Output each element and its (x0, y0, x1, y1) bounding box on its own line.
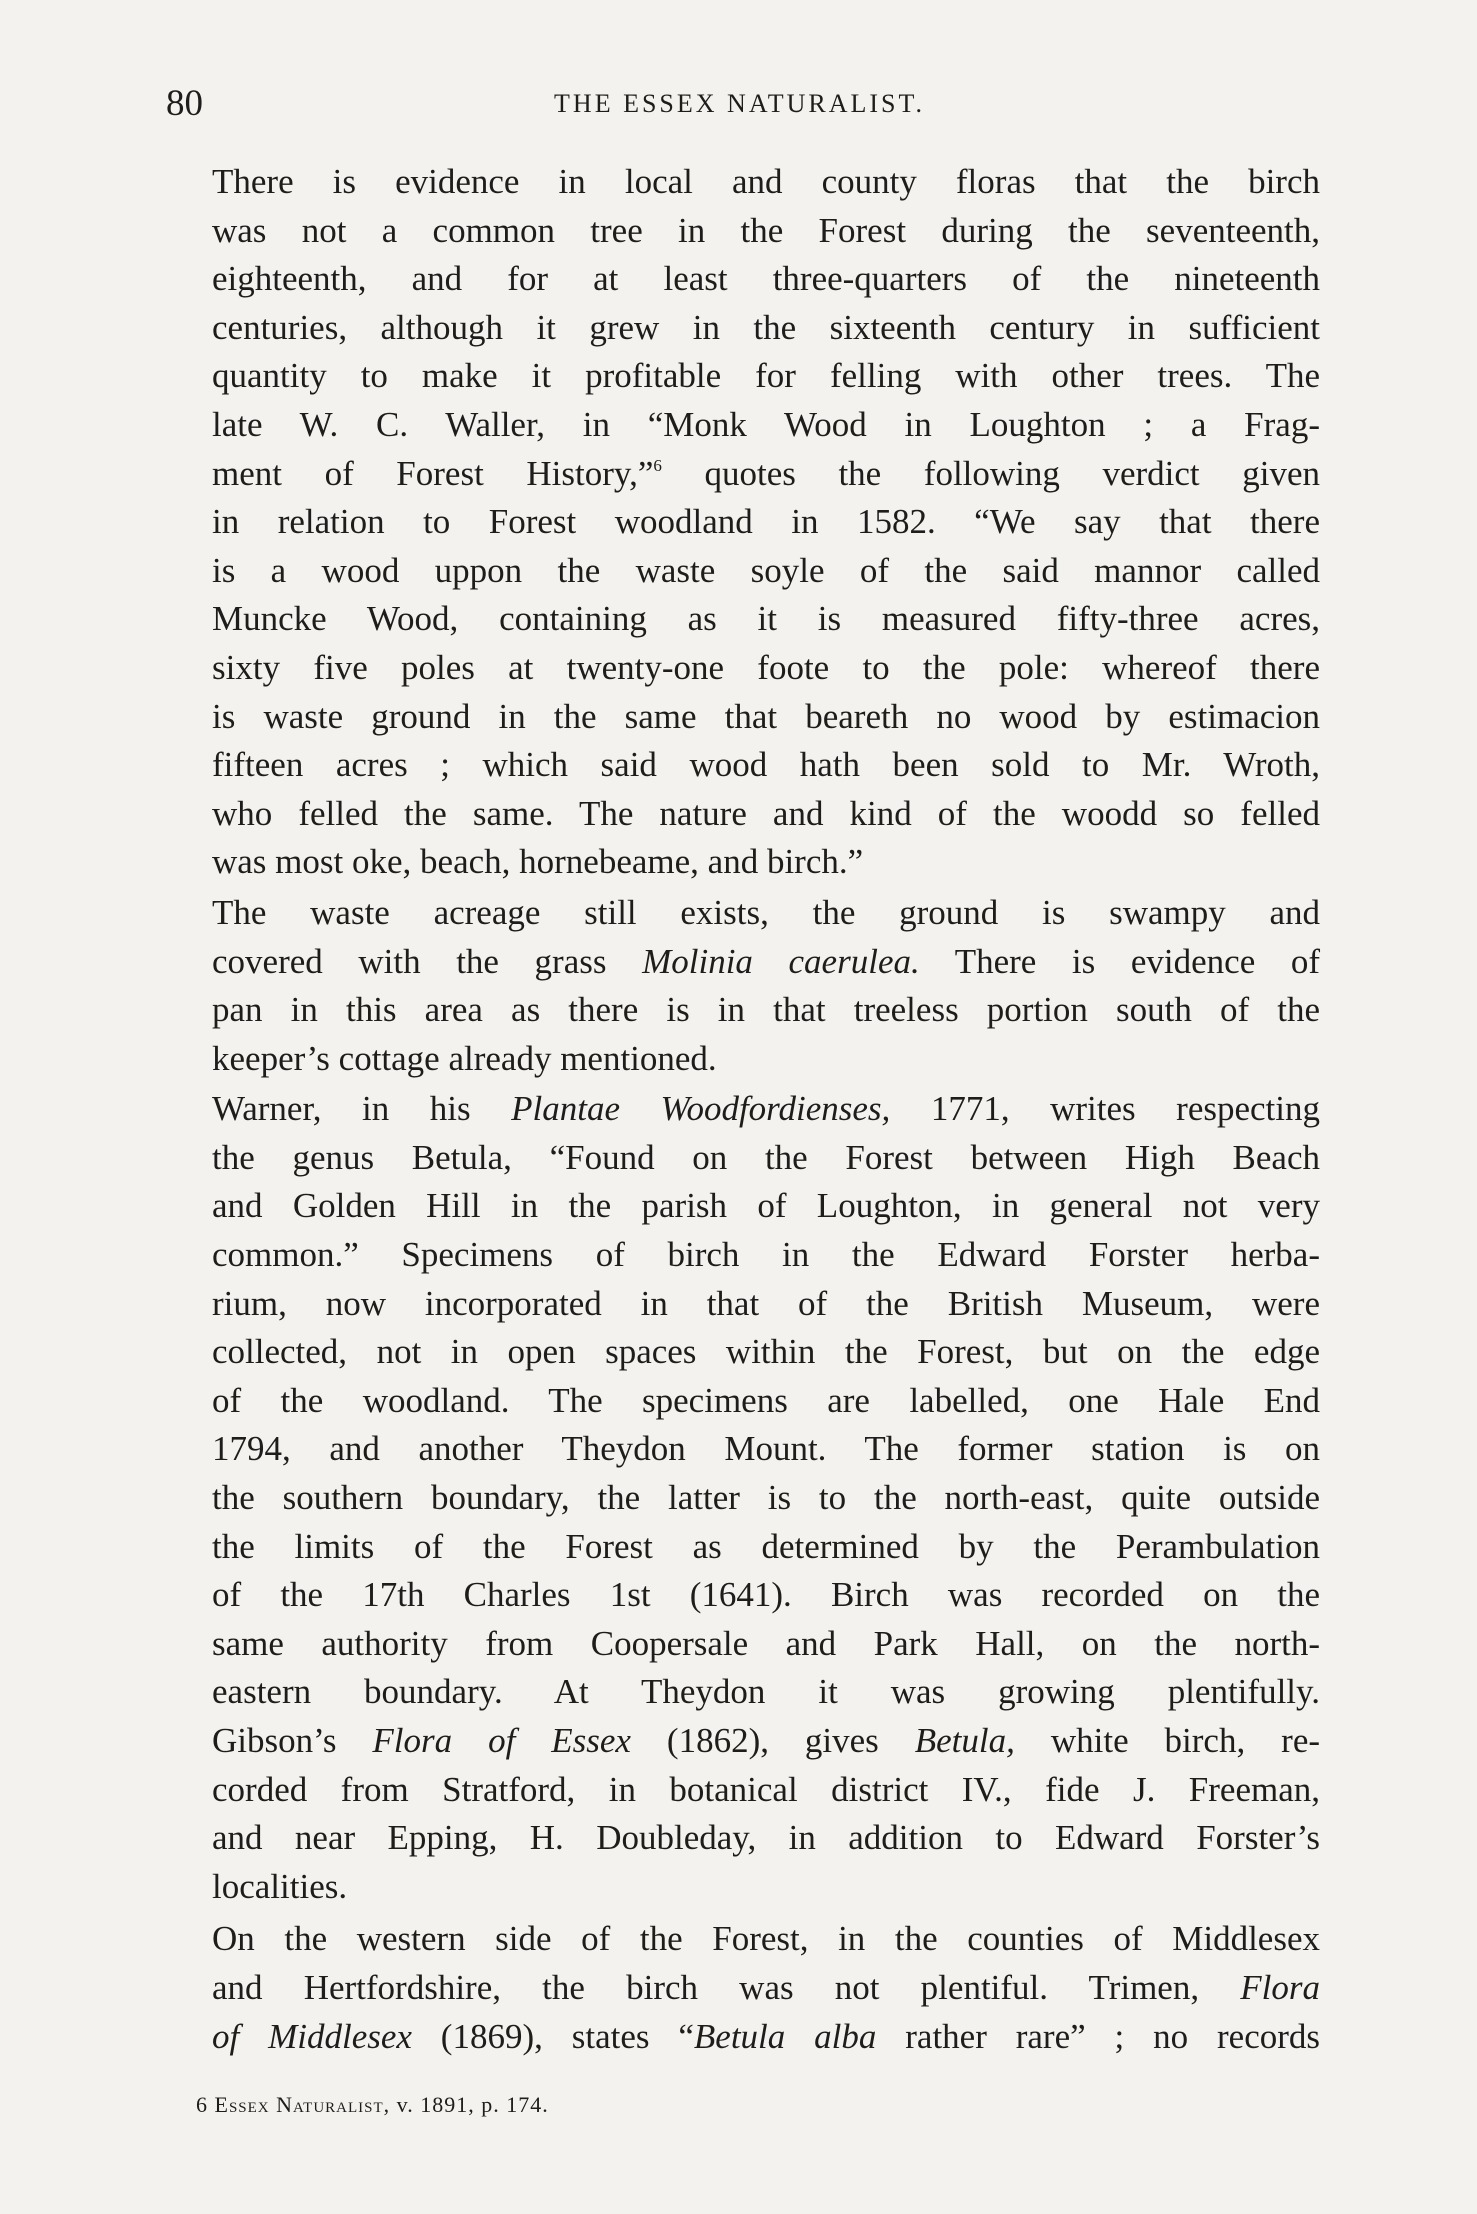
text-line (164, 450, 1320, 499)
text-run: ment of Forest History,” (212, 453, 654, 493)
paragraph-1 (164, 158, 1320, 887)
species-name: Molinia caerulea. (642, 941, 920, 981)
paragraph-4 (164, 1915, 1320, 2061)
text-line: fifteen acres ; which said wood hath been sold to Mr. Wroth, (212, 745, 1320, 785)
text-run: (1862), gives (630, 1721, 915, 1760)
text-line: the genus Betula, “Found on the Forest between High Beach (212, 1137, 1320, 1177)
text-run: quotes the following verdict given (661, 453, 1320, 493)
text-line: who felled the same. The nature and kind of the woodd so felled (212, 793, 1320, 833)
text-line: and near Epping, H. Doubleday, in addition to Edward Forster’s (212, 1818, 1320, 1858)
text-line: keeper’s cottage already mentioned. (212, 1038, 717, 1078)
text-line: corded from Stratford, in botanical district IV., fide J. Freeman, (212, 1769, 1320, 1809)
text-line (164, 1964, 1320, 2013)
text-line: centuries, although it grew in the sixteenth century in sufficient (212, 307, 1320, 347)
text-line: Muncke Wood, containing as it is measured fifty-three acres, (212, 599, 1320, 639)
book-title: of Middlesex (212, 2016, 412, 2056)
text-line: and Golden Hill in the parish of Loughton, in general not very (212, 1186, 1320, 1226)
footnote-details: , v. 1891, p. 174. (383, 2092, 549, 2117)
text-run: 1771, writes respecting (890, 1089, 1320, 1129)
body-text (164, 158, 1320, 2061)
text-line: was most oke, beach, hornebeame, and birch.” (212, 842, 864, 882)
footnote-number: 6 (196, 2092, 208, 2117)
text-line: eastern boundary. At Theydon it was growing plentifully. (212, 1672, 1320, 1712)
text-run: (1869), states “ (411, 2016, 694, 2056)
text-line: collected, not in open spaces within the Forest, but on the edge (212, 1332, 1320, 1372)
text-run: Warner, in his (212, 1089, 512, 1129)
genus-name: Betula, (914, 1721, 1015, 1760)
text-line: of the 17th Charles 1st (1641). Birch was recorded on the (212, 1575, 1320, 1615)
text-run: rather rare” ; no records (876, 2016, 1321, 2056)
book-title: Plantae Woodfordienses, (511, 1089, 891, 1129)
running-head (166, 82, 1313, 132)
text-line: 1794, and another Theydon Mount. The former station is on (212, 1429, 1320, 1469)
text-run: and Hertfordshire, the birch was not plentiful. Trimen, (212, 1967, 1241, 2007)
page-number: 80 (166, 83, 203, 124)
text-line: was not a common tree in the Forest during the seventeenth, (212, 210, 1320, 250)
book-title: Flora (1240, 1967, 1320, 2007)
footnote-ref: 6 (653, 455, 662, 475)
text-run: white birch, re- (1014, 1721, 1321, 1760)
text-line: eighteenth, and for at least three-quarters of the nineteenth (212, 259, 1320, 299)
paragraph-3 (164, 1085, 1320, 1911)
book-title: Flora of Essex (372, 1721, 631, 1760)
paragraph-2 (164, 889, 1320, 1083)
text-line: There is evidence in local and county floras that the birch (212, 162, 1320, 201)
text-line: same authority from Coopersale and Park Hall, on the north- (212, 1623, 1320, 1663)
text-line: localities. (212, 1866, 348, 1906)
species-name: Betula alba (693, 2016, 877, 2056)
text-line: the southern boundary, the latter is to the north-east, quite outside (212, 1478, 1320, 1518)
text-run: covered with the grass (212, 941, 643, 981)
text-line: of the woodland. The specimens are labelled, one Hale End (212, 1380, 1320, 1420)
text-line (164, 938, 1320, 987)
text-line: On the western side of the Forest, in the counties of Middlesex (212, 1919, 1320, 1959)
text-line (164, 2013, 1320, 2062)
text-line: pan in this area as there is in that treeless portion south of the (212, 990, 1320, 1030)
text-line: common.” Specimens of birch in the Edward Forster herba- (212, 1235, 1320, 1275)
journal-title: THE ESSEX NATURALIST. (554, 89, 925, 118)
text-run: There is evidence of (919, 941, 1320, 981)
text-line (164, 1085, 1320, 1134)
text-line: The waste acreage still exists, the ground is swampy and (212, 892, 1320, 932)
text-line: is a wood uppon the waste soyle of the said mannor called (212, 550, 1320, 590)
text-line: late W. C. Waller, in “Monk Wood in Loughton ; a Frag- (212, 404, 1320, 444)
text-line: sixty five poles at twenty-one foote to the pole: whereof there (212, 647, 1320, 687)
text-line (164, 1717, 1320, 1766)
footnote-source: Essex Naturalist (214, 2092, 384, 2117)
text-run: Gibson’s (212, 1721, 373, 1760)
text-line: the limits of the Forest as determined by the Perambulation (212, 1526, 1320, 1566)
text-line: quantity to make it profitable for felling with other trees. The (212, 356, 1320, 396)
footnote (196, 2092, 549, 2118)
text-line: in relation to Forest woodland in 1582. “We say that there (212, 502, 1320, 542)
text-line: rium, now incorporated in that of the British Museum, were (212, 1283, 1320, 1323)
text-line: is waste ground in the same that beareth no wood by estimacion (212, 696, 1320, 736)
